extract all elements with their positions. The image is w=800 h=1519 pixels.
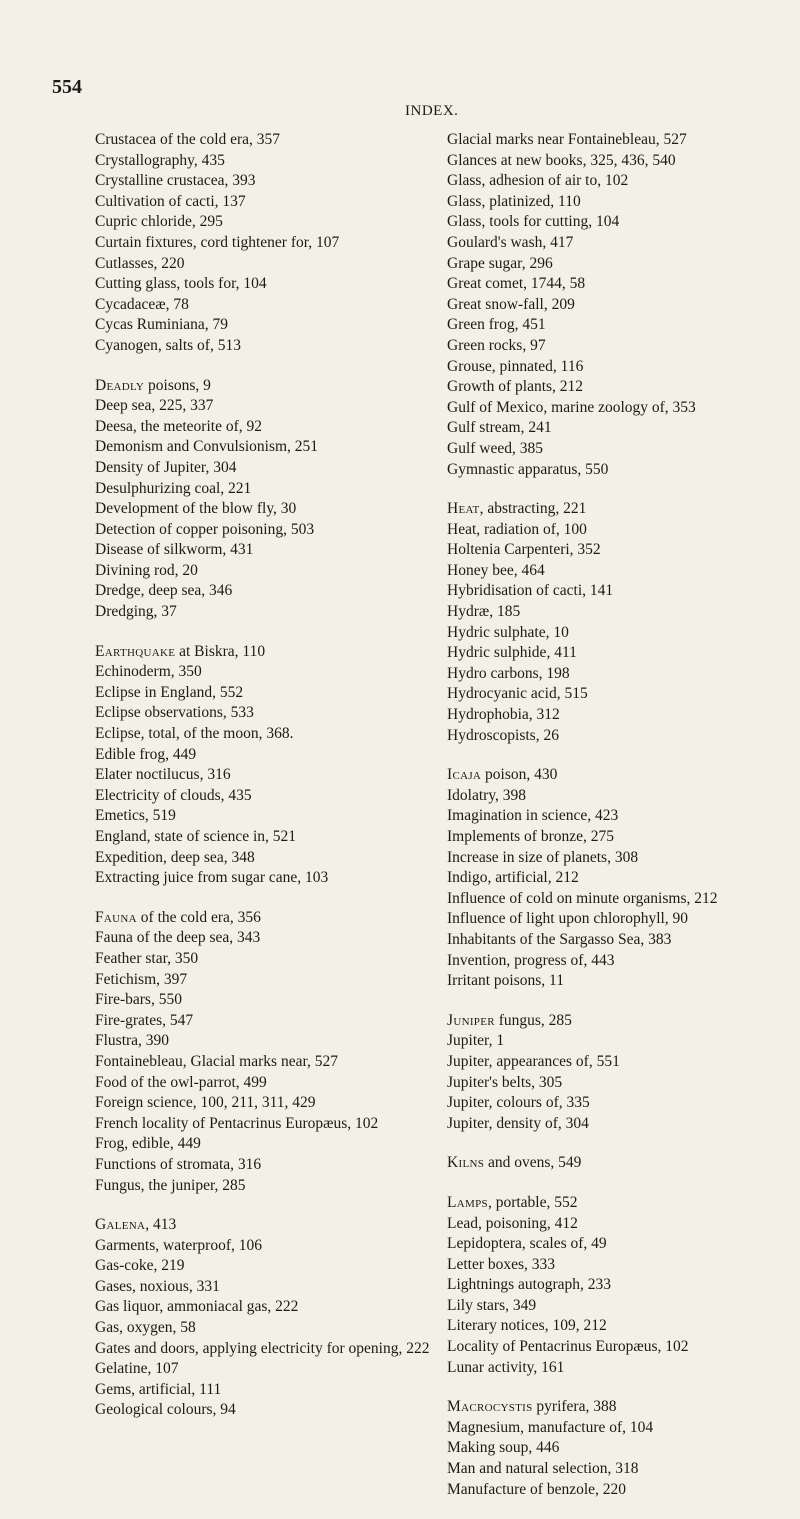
index-entry-text: Divining rod, 20 <box>95 561 198 579</box>
index-entry <box>95 602 440 623</box>
index-entry-text: Cutlasses, 220 <box>95 254 185 272</box>
index-entry-text: Expedition, deep sea, 348 <box>95 848 255 866</box>
index-entry <box>447 930 792 951</box>
index-entry-text: French locality of Pentacrinus Europæus, 102 <box>95 1114 379 1132</box>
index-entry <box>95 254 440 275</box>
index-entry <box>447 1153 792 1174</box>
index-entry <box>95 806 440 827</box>
index-entry-text: Great comet, 1744, 58 <box>447 275 586 293</box>
index-entry <box>95 336 440 357</box>
index-entry-text: Magnesium, manufacture of, 104 <box>447 1418 654 1436</box>
index-entry-lead: Earthquake <box>95 642 176 660</box>
index-entry-text: Functions of stromata, 316 <box>95 1155 262 1173</box>
index-entry-lead: Lamps <box>447 1193 488 1211</box>
index-entry-text: Extracting juice from sugar cane, 103 <box>95 869 329 887</box>
index-entry <box>95 1176 440 1197</box>
index-entry-text: Eclipse, total, of the moon, 368. <box>95 725 294 743</box>
index-entry <box>95 662 440 683</box>
index-column-right <box>447 130 792 1519</box>
index-entry <box>95 581 440 602</box>
index-entry-text: Glass, tools for cutting, 104 <box>447 213 620 231</box>
index-entry <box>95 683 440 704</box>
index-entry-text: Letter boxes, 333 <box>447 1255 556 1273</box>
index-entry-text: at Biskra, 110 <box>175 642 266 660</box>
index-entry-text: Lunar activity, 161 <box>447 1358 565 1376</box>
index-entry-text: Growth of plants, 212 <box>447 378 584 396</box>
index-entry-text: Green frog, 451 <box>447 316 546 334</box>
index-entry-text: Influence of light upon chlorophyll, 90 <box>447 910 689 928</box>
index-entry-text: Literary notices, 109, 212 <box>447 1317 607 1335</box>
index-entry <box>95 151 440 172</box>
index-entry-text: Indigo, artificial, 212 <box>447 869 579 887</box>
index-section <box>447 1011 792 1135</box>
index-entry <box>95 827 440 848</box>
index-entry-text: Hydræ, 185 <box>447 603 521 621</box>
index-entry <box>447 1093 792 1114</box>
index-entry <box>447 1011 792 1032</box>
index-entry-text: Cyanogen, salts of, 513 <box>95 336 241 354</box>
index-entry <box>447 1275 792 1296</box>
index-entry <box>95 745 440 766</box>
index-entry <box>95 928 440 949</box>
index-entry <box>447 848 792 869</box>
index-entry <box>95 1277 440 1298</box>
index-entry-text: Eclipse in England, 552 <box>95 683 244 701</box>
index-entry <box>95 703 440 724</box>
index-entry <box>447 295 792 316</box>
index-entry-text: Lead, poisoning, 412 <box>447 1214 578 1232</box>
index-entry-text: Lily stars, 349 <box>447 1296 537 1314</box>
index-entry <box>95 130 440 151</box>
index-entry <box>447 705 792 726</box>
index-entry-text: Idolatry, 398 <box>447 786 527 804</box>
index-entry <box>95 1236 440 1257</box>
index-entry-text: Hydroscopists, 26 <box>447 726 559 744</box>
index-entry <box>95 949 440 970</box>
index-entry-text: Jupiter, colours of, 335 <box>447 1094 590 1112</box>
index-entry-text: Hydrophobia, 312 <box>447 706 560 724</box>
index-entry-text: Detection of copper poisoning, 503 <box>95 520 315 538</box>
index-entry <box>447 1316 792 1337</box>
index-entry-text: Crystallography, 435 <box>95 151 225 169</box>
index-entry <box>95 1134 440 1155</box>
index-entry-text: Jupiter, appearances of, 551 <box>447 1052 620 1070</box>
index-entry <box>95 786 440 807</box>
index-entry-text: poisons, 9 <box>144 376 211 394</box>
index-entry-text: Eclipse observations, 533 <box>95 704 254 722</box>
index-entry <box>95 1215 440 1236</box>
index-entry <box>447 1418 792 1439</box>
index-entry <box>447 130 792 151</box>
page-number: 554 <box>52 76 82 98</box>
index-entry-text: , abstracting, 221 <box>479 500 587 518</box>
index-entry-text: Gas-coke, 219 <box>95 1257 185 1275</box>
index-entry <box>447 377 792 398</box>
index-section <box>95 642 440 889</box>
index-entry <box>95 212 440 233</box>
index-entry-text: Inhabitants of the Sargasso Sea, 383 <box>447 930 672 948</box>
index-entry <box>447 233 792 254</box>
index-entry <box>447 1031 792 1052</box>
index-section <box>95 376 440 623</box>
index-entry-text: Goulard's wash, 417 <box>447 233 574 251</box>
index-entry <box>447 336 792 357</box>
index-entry-text: poison, 430 <box>481 766 558 784</box>
index-entry-text: Jupiter, density of, 304 <box>447 1114 589 1132</box>
index-entry-text: Glances at new books, 325, 436, 540 <box>447 151 676 169</box>
index-entry-text: Manufacture of benzole, 220 <box>447 1480 627 1498</box>
index-entry <box>447 357 792 378</box>
index-entry-text: Imagination in science, 423 <box>447 807 619 825</box>
index-section <box>447 1153 792 1174</box>
index-entry-text: Green rocks, 97 <box>447 336 546 354</box>
index-entry-text: Dredge, deep sea, 346 <box>95 582 233 600</box>
index-entry-text: Hybridisation of cacti, 141 <box>447 582 614 600</box>
index-entry-text: Cultivation of cacti, 137 <box>95 192 246 210</box>
index-entry-text: of the cold era, 356 <box>136 908 261 926</box>
index-entry-lead: Kilns <box>447 1154 485 1172</box>
index-entry <box>447 1214 792 1235</box>
index-entry-text: Emetics, 519 <box>95 807 176 825</box>
index-entry <box>447 439 792 460</box>
index-entry <box>95 171 440 192</box>
index-entry-text: Cutting glass, tools for, 104 <box>95 275 267 293</box>
index-entry-text: Desulphurizing coal, 221 <box>95 479 252 497</box>
index-entry <box>95 868 440 889</box>
index-entry <box>447 171 792 192</box>
index-entry <box>95 970 440 991</box>
index-entry-text: Demonism and Convulsionism, 251 <box>95 438 319 456</box>
index-entry-text: Density of Jupiter, 304 <box>95 458 237 476</box>
index-entry-text: England, state of science in, 521 <box>95 828 297 845</box>
index-entry <box>447 418 792 439</box>
index-entry <box>95 1256 440 1277</box>
index-entry-text: Hydric sulphide, 411 <box>447 644 577 662</box>
index-entry <box>447 623 792 644</box>
index-section <box>447 1193 792 1378</box>
index-entry-text: Gas liquor, ammoniacal gas, 222 <box>95 1298 299 1316</box>
index-entry <box>95 561 440 582</box>
index-entry-text: Locality of Pentacrinus Europæus, 102 <box>447 1338 689 1356</box>
index-entry-text: Gems, artificial, 111 <box>95 1380 222 1398</box>
index-entry <box>447 602 792 623</box>
index-entry <box>447 581 792 602</box>
index-entry-lead: Galena <box>95 1216 146 1234</box>
index-entry-text: Jupiter, 1 <box>447 1032 505 1050</box>
index-entry-lead: Juniper <box>447 1011 495 1029</box>
index-entry <box>95 1318 440 1339</box>
index-entry <box>447 951 792 972</box>
index-entry-text: Food of the owl-parrot, 499 <box>95 1073 267 1091</box>
index-entry <box>95 396 440 417</box>
index-entry <box>447 499 792 520</box>
index-entry <box>447 1480 792 1501</box>
index-entry-text: Fontainebleau, Glacial marks near, 527 <box>95 1052 338 1070</box>
index-entry-text: Electricity of clouds, 435 <box>95 786 252 804</box>
index-entry-text: Honey bee, 464 <box>447 561 545 579</box>
index-entry <box>447 561 792 582</box>
index-entry <box>447 889 792 910</box>
index-entry-lead: Heat <box>447 500 480 518</box>
index-column-left <box>95 130 440 1440</box>
index-entry-text: Curtain fixtures, cord tightener for, 107 <box>95 233 340 251</box>
index-section <box>447 130 792 480</box>
index-entry <box>95 437 440 458</box>
index-entry-text: Frog, edible, 449 <box>95 1135 201 1153</box>
index-entry <box>447 460 792 481</box>
index-entry <box>95 540 440 561</box>
index-entry-text: Cycas Ruminiana, 79 <box>95 316 229 334</box>
index-entry <box>447 520 792 541</box>
index-entry <box>447 664 792 685</box>
index-entry-text: Lightnings autograph, 233 <box>447 1276 612 1294</box>
index-entry-text: Gulf stream, 241 <box>447 419 552 437</box>
index-entry <box>447 1296 792 1317</box>
index-entry-text: Cycadaceæ, 78 <box>95 295 189 313</box>
index-entry <box>447 868 792 889</box>
index-entry-text: Gas, oxygen, 58 <box>95 1319 196 1337</box>
index-entry <box>95 1114 440 1135</box>
index-section <box>447 765 792 992</box>
index-entry <box>95 1011 440 1032</box>
index-entry-text: Hydric sulphate, 10 <box>447 623 569 641</box>
index-entry <box>95 417 440 438</box>
index-entry <box>95 765 440 786</box>
index-entry <box>447 398 792 419</box>
index-entry-text: Gulf weed, 385 <box>447 439 543 457</box>
index-entry <box>447 1358 792 1379</box>
index-entry-text: Elater noctilucus, 316 <box>95 766 231 784</box>
index-entry-text: Gymnastic apparatus, 550 <box>447 460 609 478</box>
index-entry-text: , portable, 552 <box>487 1193 578 1211</box>
index-section <box>447 499 792 746</box>
index-entry <box>95 233 440 254</box>
index-entry <box>95 1093 440 1114</box>
index-entry <box>447 1234 792 1255</box>
index-entry <box>95 724 440 745</box>
index-entry <box>95 274 440 295</box>
index-entry <box>447 212 792 233</box>
index-entry <box>447 1193 792 1214</box>
index-entry-text: Glass, platinized, 110 <box>447 192 581 210</box>
index-entry-text: Gulf of Mexico, marine zoology of, 353 <box>447 398 696 416</box>
index-entry-text: Glass, adhesion of air to, 102 <box>447 172 629 190</box>
index-entry-text: Heat, radiation of, 100 <box>447 520 587 538</box>
index-entry-text: Irritant poisons, 11 <box>447 972 564 990</box>
index-entry-text: Lepidoptera, scales of, 49 <box>447 1235 607 1253</box>
index-entry-text: Gates and doors, applying electricity for opening, 222 <box>95 1339 430 1357</box>
index-entry <box>95 1359 440 1380</box>
index-entry-text: Great snow-fall, 209 <box>447 295 575 313</box>
index-entry-text: Garments, waterproof, 106 <box>95 1236 263 1254</box>
index-entry <box>447 540 792 561</box>
index-entry <box>95 1400 440 1421</box>
index-entry <box>447 786 792 807</box>
index-entry-text: Fire-bars, 550 <box>95 991 182 1009</box>
index-entry <box>95 1155 440 1176</box>
index-entry <box>447 254 792 275</box>
index-entry <box>447 1052 792 1073</box>
index-entry <box>95 499 440 520</box>
index-entry <box>95 315 440 336</box>
index-entry-text: Grouse, pinnated, 116 <box>447 357 584 375</box>
index-entry <box>95 1297 440 1318</box>
index-entry <box>95 642 440 663</box>
index-entry-text: Invention, progress of, 443 <box>447 951 615 969</box>
index-entry <box>95 295 440 316</box>
index-entry <box>95 1380 440 1401</box>
index-entry <box>95 1031 440 1052</box>
index-entry-text: Deesa, the meteorite of, 92 <box>95 417 262 435</box>
index-entry-text: Making soup, 446 <box>447 1439 560 1457</box>
index-entry <box>447 827 792 848</box>
index-entry <box>95 520 440 541</box>
index-entry <box>447 971 792 992</box>
index-entry <box>447 1438 792 1459</box>
running-head: INDEX. <box>405 103 459 119</box>
index-entry <box>95 1052 440 1073</box>
index-entry-text: Fungus, the juniper, 285 <box>95 1176 246 1194</box>
index-entry-text: Foreign science, 100, 211, 311, 429 <box>95 1094 316 1112</box>
index-entry-text: Disease of silkworm, 431 <box>95 541 254 559</box>
index-section <box>95 1215 440 1421</box>
index-entry <box>95 376 440 397</box>
index-entry <box>447 806 792 827</box>
index-entry-text: fungus, 285 <box>494 1011 572 1029</box>
index-entry-lead: Deadly <box>95 376 145 394</box>
index-entry-text: Fetichism, 397 <box>95 970 188 988</box>
index-entry-text: Cupric chloride, 295 <box>95 213 223 231</box>
index-entry-text: Edible frog, 449 <box>95 745 197 763</box>
index-entry <box>95 1339 440 1360</box>
index-entry-text: and ovens, 549 <box>484 1154 582 1172</box>
index-entry-text: , 413 <box>145 1216 177 1234</box>
index-entry-text: Crustacea of the cold era, 357 <box>95 131 281 148</box>
index-entry-text: Echinoderm, 350 <box>95 663 202 681</box>
index-entry <box>95 990 440 1011</box>
index-entry <box>447 1397 792 1418</box>
index-entry-text: Hydrocyanic acid, 515 <box>447 685 588 703</box>
index-entry <box>447 274 792 295</box>
index-entry <box>447 1114 792 1135</box>
index-section <box>447 1397 792 1500</box>
index-entry-text: Gases, noxious, 331 <box>95 1277 220 1295</box>
index-entry-text: Crystalline crustacea, 393 <box>95 172 256 190</box>
index-entry-lead: Fauna <box>95 908 137 926</box>
index-entry <box>447 1073 792 1094</box>
index-entry <box>447 151 792 172</box>
index-entry-text: Grape sugar, 296 <box>447 254 553 272</box>
index-entry-text: Feather star, 350 <box>95 949 199 967</box>
index-entry-text: Deep sea, 225, 337 <box>95 397 214 415</box>
index-entry <box>447 315 792 336</box>
index-section <box>95 908 440 1196</box>
index-entry <box>95 458 440 479</box>
index-entry-text: Influence of cold on minute organisms, 212 <box>447 889 718 907</box>
index-entry <box>95 908 440 929</box>
index-entry <box>447 684 792 705</box>
index-entry <box>447 192 792 213</box>
index-entry <box>95 192 440 213</box>
index-entry-text: Man and natural selection, 318 <box>447 1460 639 1478</box>
index-entry-lead: Macrocystis <box>447 1398 533 1416</box>
index-entry <box>447 1459 792 1480</box>
index-entry-text: Hydro carbons, 198 <box>447 664 570 682</box>
index-entry-text: Development of the blow fly, 30 <box>95 500 297 518</box>
index-entry-text: Fire-grates, 547 <box>95 1011 194 1029</box>
index-entry-text: pyrifera, 388 <box>532 1398 617 1416</box>
index-entry-text: Glacial marks near Fontainebleau, 527 <box>447 131 687 148</box>
index-entry-text: Gelatine, 107 <box>95 1360 179 1378</box>
index-entry-lead: Icaja <box>447 766 482 784</box>
index-entry <box>447 726 792 747</box>
index-entry-text: Holtenia Carpenteri, 352 <box>447 541 601 559</box>
index-entry <box>95 1073 440 1094</box>
index-entry-text: Geological colours, 94 <box>95 1401 236 1419</box>
index-entry <box>95 479 440 500</box>
index-entry <box>447 643 792 664</box>
index-entry-text: Dredging, 37 <box>95 603 177 621</box>
index-entry-text: Increase in size of planets, 308 <box>447 848 639 866</box>
index-entry-text: Flustra, 390 <box>95 1032 170 1050</box>
index-entry <box>447 765 792 786</box>
index-entry <box>447 1255 792 1276</box>
index-entry <box>95 848 440 869</box>
index-entry <box>447 1337 792 1358</box>
index-section <box>95 130 440 357</box>
index-entry-text: Implements of bronze, 275 <box>447 828 615 845</box>
index-entry <box>447 909 792 930</box>
index-entry-text: Fauna of the deep sea, 343 <box>95 929 261 947</box>
index-entry-text: Jupiter's belts, 305 <box>447 1073 563 1091</box>
